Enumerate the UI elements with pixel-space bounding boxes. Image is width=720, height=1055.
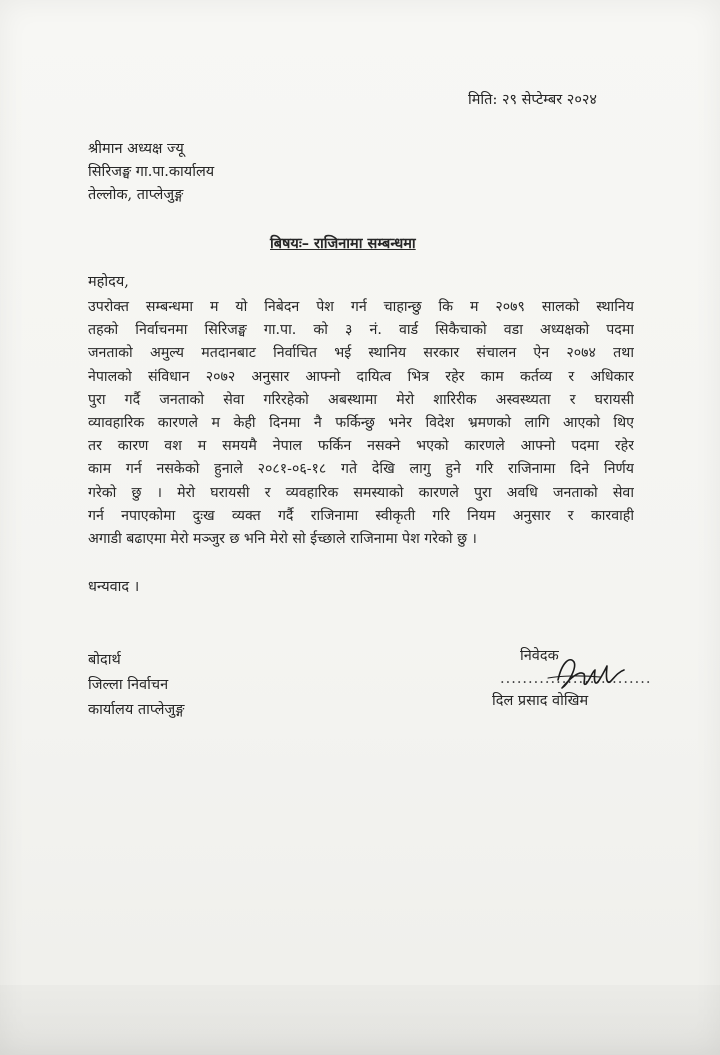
closing-thanks: धन्यवाद । bbox=[88, 579, 140, 595]
recipient-line-3: तेल्लोक, ताप्लेजुङ्ग bbox=[88, 187, 184, 203]
body-line-7: तर कारण वश म समयमै नेपाल फर्किन नसक्ने भएको कारणले आफ्नो पदमा रहेर bbox=[88, 438, 634, 455]
letter-date: मिति: २९ सेप्टेम्बर २०२४ bbox=[468, 92, 597, 108]
body-line-4: नेपालको संविधान २०७२ अनुसार आफ्नो दायित्व भित्र रहेर काम कर्तव्य र अधिकार bbox=[88, 368, 634, 385]
cc-line-2: जिल्ला निर्वाचन bbox=[88, 677, 169, 693]
signature-line: ........................... bbox=[500, 671, 652, 687]
body-line-3: जनताको अमुल्य मतदानबाट निर्वाचित भई स्थानिय सरकार संचालन ऐन २०७४ तथा bbox=[88, 345, 634, 362]
cc-line-3: कार्यालय ताप्लेजुङ्ग bbox=[88, 702, 185, 718]
recipient-address bbox=[88, 138, 214, 207]
body-line-6: व्यावहारिक कारणले म केही दिनमा नै फर्किन्छु भनेर विदेश भ्रमणको लागि आएको थिए bbox=[88, 415, 634, 432]
applicant-label: निवेदक bbox=[520, 648, 559, 664]
body-line-11: अगाडी बढाएमा मेरो मञ्जुर छ भनि मेरो सो ईच्छाले राजिनामा पेश गरेको छु । bbox=[88, 531, 477, 548]
handwritten-signature bbox=[540, 648, 630, 698]
paper-shadow bbox=[0, 985, 720, 1055]
recipient-line-1: श्रीमान अध्यक्ष ज्यू bbox=[88, 141, 184, 157]
applicant-name: दिल प्रसाद वोखिम bbox=[492, 693, 589, 709]
cc-line-1: बोदार्थ bbox=[88, 652, 121, 668]
copy-to bbox=[88, 648, 184, 723]
body-line-5: पुरा गर्दै जनताको सेवा गरिरहेको अबस्थामा मेरो शारिरीक अस्वस्थ्यता र घरायसी bbox=[88, 391, 634, 408]
body-line-10: गर्न नपाएकोमा दुःख व्यक्त गर्दै राजिनामा स्वीकृती गरि नियम अनुसार र कारवाही bbox=[88, 507, 634, 524]
letter-body bbox=[88, 296, 634, 551]
letter-subject: बिषयः– राजिनामा सम्बन्धमा bbox=[270, 235, 416, 252]
body-line-9: गरेको छु । मेरो घरायसी र व्यवहारिक समस्याको कारणले पुरा अवधि जनताको सेवा bbox=[88, 484, 634, 501]
salutation: महोदय, bbox=[88, 274, 129, 290]
recipient-line-2: सिरिजङ्घ गा.पा.कार्यालय bbox=[88, 164, 215, 180]
body-line-8: काम गर्न नसकेको हुनाले २०८१-०६-१८ गते देखि लागु हुने गरि राजिनामा दिने निर्णय bbox=[88, 461, 634, 478]
body-line-2: तहको निर्वाचनमा सिरिजङ्घ गा.पा. को ३ नं. वार्ड सिकैचाको वडा अध्यक्षको पदमा bbox=[88, 322, 634, 339]
body-line-1: उपरोक्त सम्बन्धमा म यो निबेदन पेश गर्न चाहान्छु कि म २०७९ सालको स्थानिय bbox=[88, 299, 634, 315]
